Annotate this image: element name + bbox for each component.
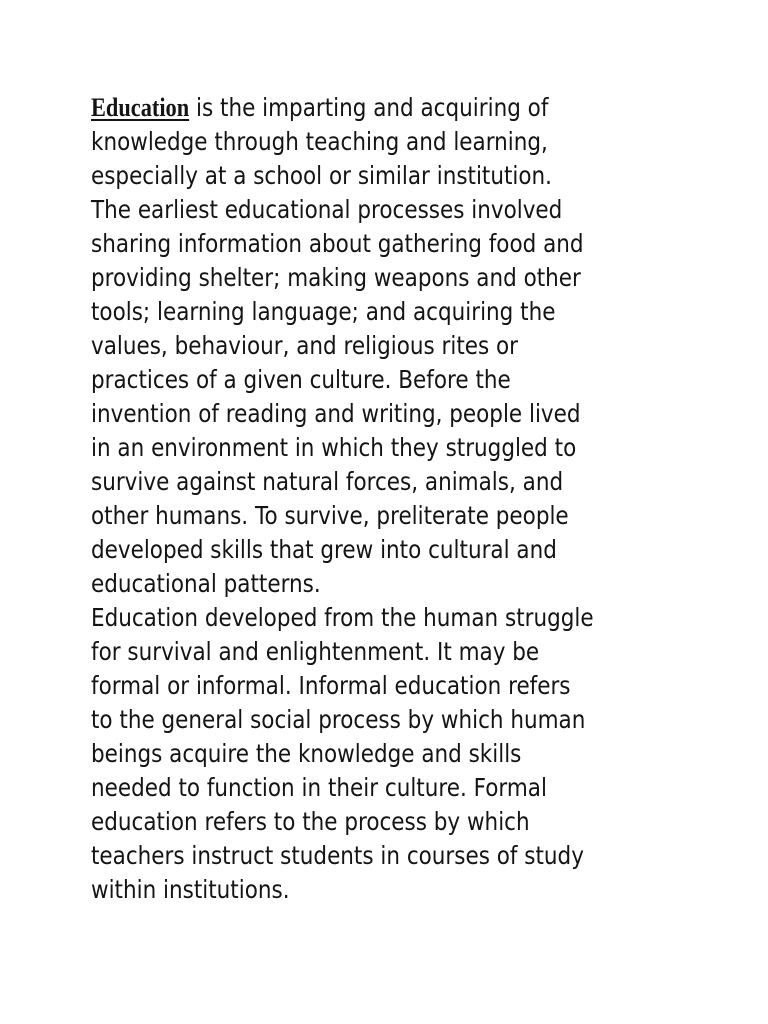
term-heading: Education xyxy=(91,93,190,122)
text-line-15: educational patterns. xyxy=(91,569,321,598)
text-line-11: in an environment in which they struggled to xyxy=(91,433,577,462)
text-line-1-rest: is the imparting and acquiring of xyxy=(189,93,549,122)
text-line-14: developed skills that grew into cultural and xyxy=(91,535,557,564)
text-line-10: invention of reading and writing, people lived xyxy=(91,399,581,428)
text-line-18: formal or informal. Informal education refers xyxy=(91,671,571,700)
body-text xyxy=(91,91,607,907)
text-line-20: beings acquire the knowledge and skills xyxy=(91,739,522,768)
text-line-4: The earliest educational processes involved xyxy=(91,195,563,224)
text-line-22: education refers to the process by which xyxy=(91,807,530,836)
text-line-7: tools; learning language; and acquiring the xyxy=(91,297,556,326)
text-line-6: providing shelter; making weapons and other xyxy=(91,263,581,292)
text-line-24: within institutions. xyxy=(91,875,290,904)
text-line-13: other humans. To survive, preliterate people xyxy=(91,501,569,530)
text-line-17: for survival and enlightenment. It may be xyxy=(91,637,540,666)
text-line-23: teachers instruct students in courses of study xyxy=(91,841,584,870)
text-line-16: Education developed from the human struggle xyxy=(91,603,594,632)
text-line-3: especially at a school or similar institution. xyxy=(91,161,553,190)
text-line-19: to the general social process by which human xyxy=(91,705,586,734)
text-line-5: sharing information about gathering food and xyxy=(91,229,584,258)
text-line-1 xyxy=(91,91,607,125)
text-line-12: survive against natural forces, animals, and xyxy=(91,467,564,496)
text-line-21: needed to function in their culture. Formal xyxy=(91,773,547,802)
text-line-8: values, behaviour, and religious rites or xyxy=(91,331,519,360)
text-line-9: practices of a given culture. Before the xyxy=(91,365,511,394)
text-line-2: knowledge through teaching and learning, xyxy=(91,127,548,156)
